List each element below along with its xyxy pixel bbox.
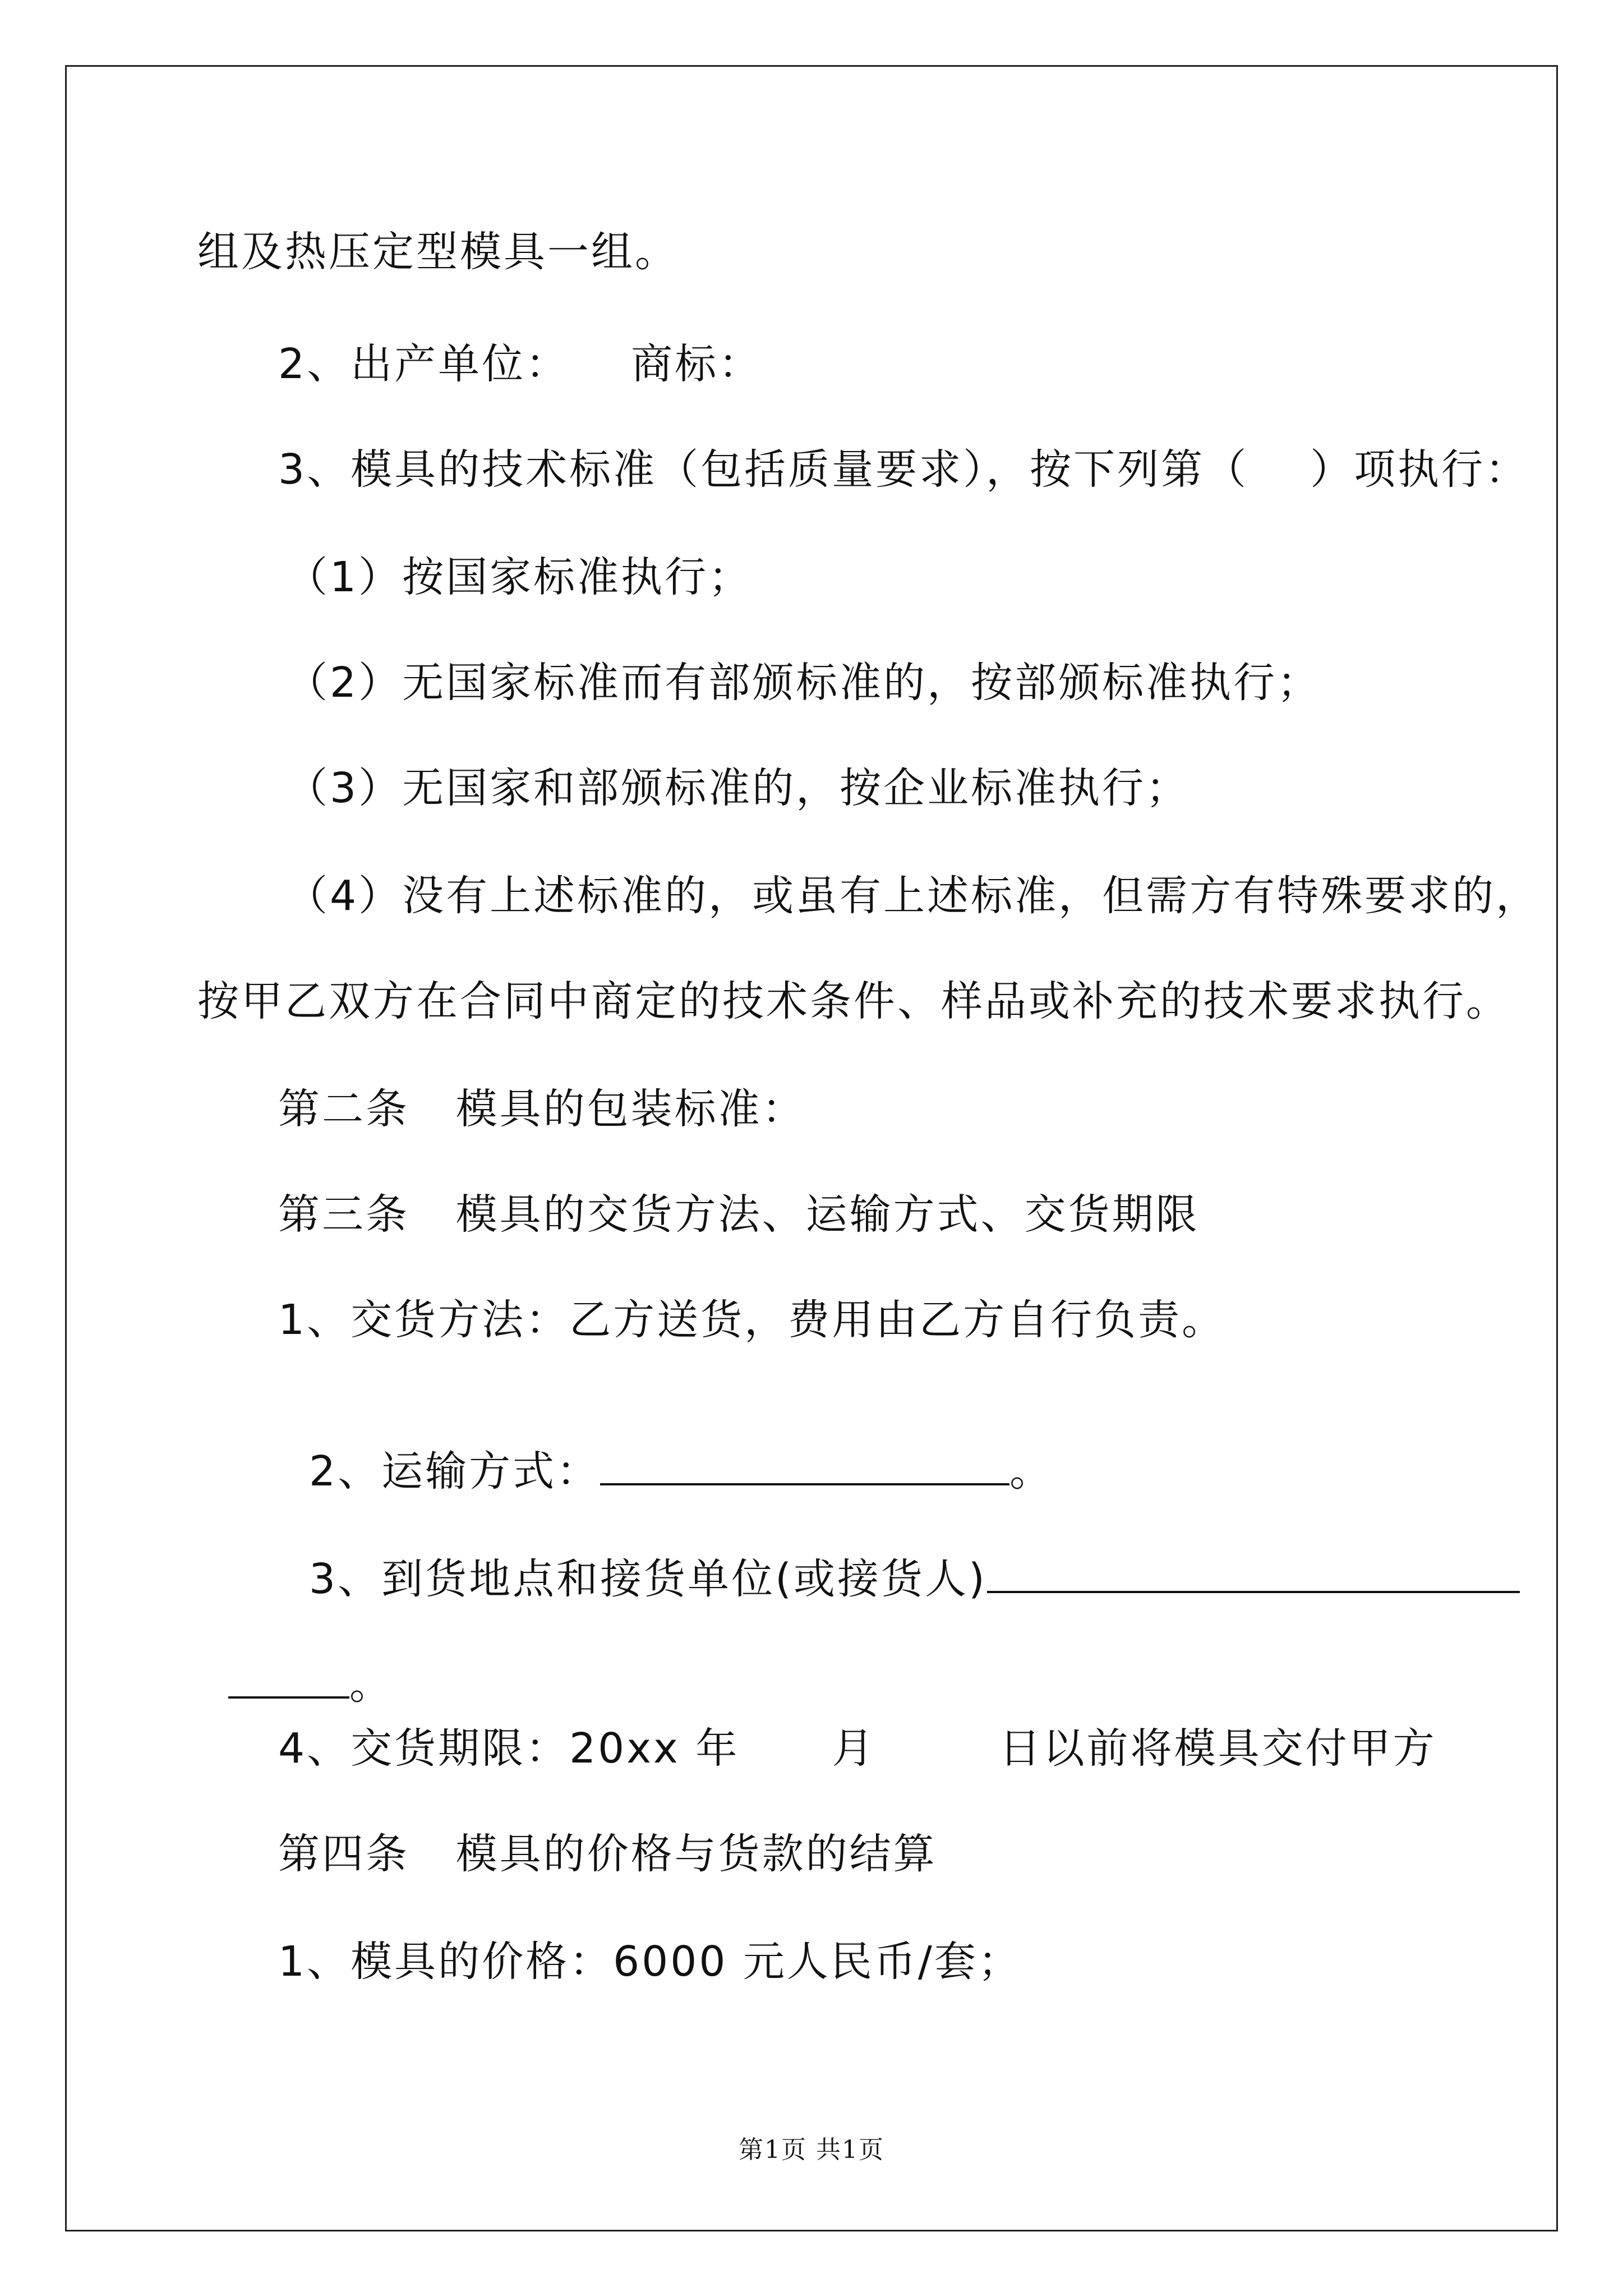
paragraph-line — [197, 1620, 394, 1709]
paragraph-line: 组及热压定型模具一组。 — [197, 228, 679, 276]
transport-blank — [600, 1448, 1009, 1485]
section-heading: 第二条 模具的包装标准： — [278, 1085, 806, 1133]
destination-label: 3、到货地点和接货单位(或接货人) — [309, 1555, 987, 1603]
paragraph-line: 1、交货方法：乙方送货，费用由乙方自行负责。 — [278, 1296, 1226, 1344]
paragraph-line — [278, 1515, 1520, 1603]
paragraph-line: 按甲乙双方在合同中商定的技术条件、样品或补充的技术要求执行。 — [197, 977, 1510, 1025]
paragraph-line: （3）无国家和部颁标准的，按企业标准执行； — [286, 764, 1190, 812]
destination-blank — [987, 1556, 1520, 1593]
paragraph-line: 3、模具的技术标准（包括质量要求），按下列第（ ）项执行： — [278, 445, 1529, 494]
page-border — [65, 65, 1558, 2231]
destination-blank-continued — [228, 1662, 349, 1699]
page-number: 第1页 共1页 — [739, 2136, 884, 2164]
paragraph-line: 2、出产单位： 商标： — [278, 340, 763, 388]
paragraph-line: 1、模具的价格：6000 元人民币/套； — [278, 1938, 1022, 1986]
paragraph-line — [278, 1407, 1054, 1496]
section-heading: 第三条 模具的交货方法、运输方式、交货期限 — [278, 1190, 1200, 1239]
paragraph-line: （1）按国家标准执行； — [286, 553, 753, 601]
paragraph-line: （4）没有上述标准的，或虽有上述标准，但需方有特殊要求的， — [286, 872, 1540, 920]
paragraph-line: （2）无国家标准而有部颁标准的，按部颁标准执行； — [286, 659, 1321, 707]
transport-label: 2、运输方式： — [309, 1447, 601, 1496]
paragraph-line: 4、交货期限：20xx 年 月 日以前将模具交付甲方 — [278, 1724, 1437, 1773]
punctuation: 。 — [349, 1660, 394, 1709]
punctuation: 。 — [1009, 1447, 1054, 1496]
section-heading: 第四条 模具的价格与货款的结算 — [278, 1830, 937, 1878]
